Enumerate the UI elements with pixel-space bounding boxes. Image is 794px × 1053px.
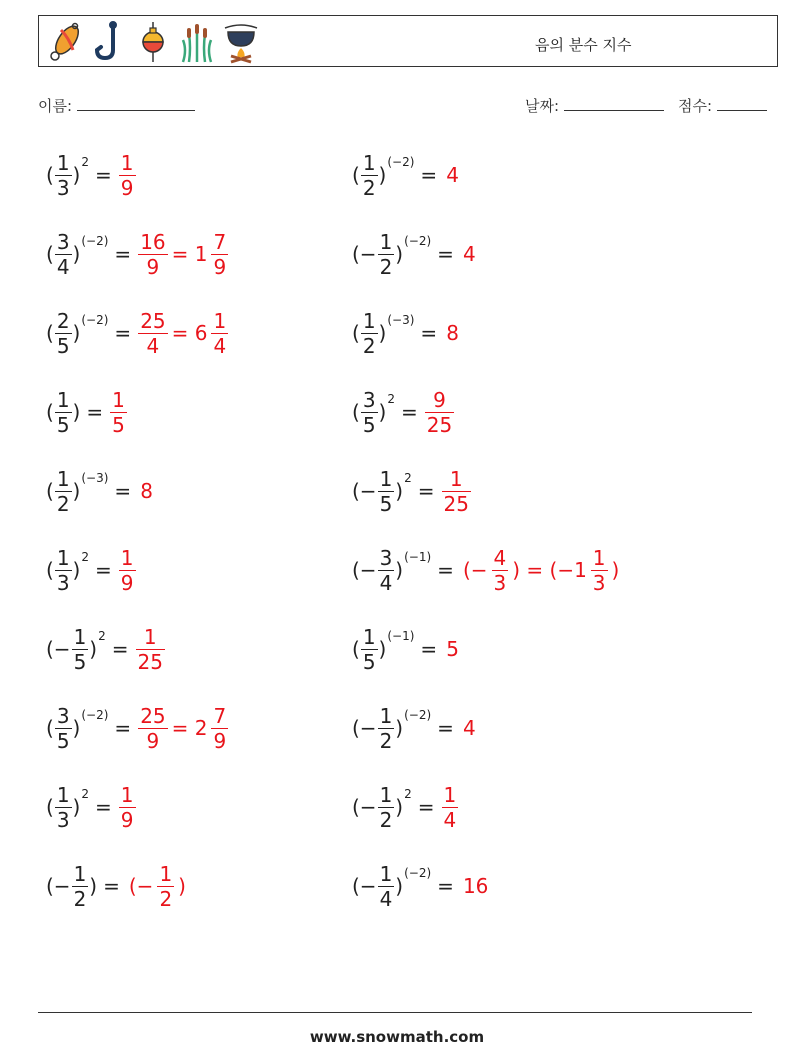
numerator: 1 [56, 387, 70, 412]
denominator: 2 [379, 254, 393, 279]
numerator: 16 [140, 229, 166, 254]
numerator: 1 [120, 782, 134, 807]
numerator: 1 [213, 308, 227, 333]
denominator: 5 [56, 412, 70, 437]
close-paren: ) [395, 874, 404, 898]
answer-fraction [136, 625, 165, 674]
exponent: (−2) [404, 708, 432, 722]
denominator: 5 [362, 412, 376, 437]
base-fraction [361, 625, 378, 674]
answer [441, 783, 460, 832]
numerator: 1 [159, 861, 173, 886]
numerator: 1 [379, 861, 393, 886]
numerator: 1 [120, 150, 134, 175]
answer [135, 625, 166, 674]
numerator: 1 [379, 782, 393, 807]
answer [137, 309, 229, 358]
equals-sign: = [95, 558, 112, 582]
problem-item [46, 856, 189, 916]
denominator: 25 [137, 649, 163, 674]
problem-item [46, 698, 229, 758]
open-paren: ( [352, 400, 360, 424]
base-fraction [378, 546, 395, 595]
denominator: 2 [362, 175, 376, 200]
base-fraction [55, 230, 72, 279]
denominator: 2 [379, 728, 393, 753]
answer [460, 242, 479, 266]
base-fraction [55, 151, 72, 200]
numerator: 1 [73, 861, 87, 886]
denominator: 2 [379, 807, 393, 832]
fishing-lure-icon [45, 20, 85, 64]
exponent: (−2) [81, 313, 109, 327]
numerator: 3 [379, 545, 393, 570]
problem-item [352, 856, 491, 916]
numerator: 3 [56, 229, 70, 254]
numerator: 4 [493, 545, 507, 570]
exponent: (−1) [387, 629, 415, 643]
denominator: 5 [56, 333, 70, 358]
answer-text: 8 [446, 321, 459, 345]
denominator: 9 [120, 570, 134, 595]
denominator: 3 [493, 570, 507, 595]
problem-item [352, 145, 462, 205]
numerator: 25 [140, 308, 166, 333]
equals-sign: = [114, 321, 132, 345]
close-paren: ) [72, 795, 81, 819]
equals-sign: = [437, 874, 454, 898]
answer-text: 16 [462, 874, 489, 898]
date-blank [564, 96, 664, 111]
fishing-hook-icon [89, 20, 129, 64]
answer-fraction [442, 467, 471, 516]
open-paren: ( [46, 479, 54, 503]
answer [441, 467, 472, 516]
worksheet-title: 음의 분수 지수 [535, 36, 632, 54]
close-paren: ) [378, 637, 387, 661]
answer-text: 5 [446, 637, 459, 661]
problem-item [46, 461, 156, 521]
answer [460, 716, 479, 740]
denominator: 5 [112, 412, 125, 437]
base-fraction [378, 467, 395, 516]
equals-sign: = [111, 637, 129, 661]
numerator: 1 [379, 466, 393, 491]
denominator: 3 [56, 175, 70, 200]
base-fraction [55, 704, 72, 753]
exponent: 2 [81, 550, 89, 564]
denominator: 9 [146, 728, 160, 753]
problem-item [352, 698, 479, 758]
numerator: 1 [112, 387, 125, 412]
exponent: (−3) [387, 313, 415, 327]
answer-text: 4 [462, 716, 476, 740]
answer [118, 546, 137, 595]
base-fraction [361, 309, 378, 358]
numerator: 1 [443, 782, 457, 807]
open-paren: ( [46, 321, 54, 345]
answer-fraction [211, 309, 228, 358]
close-paren: ) [72, 716, 81, 740]
denominator: 25 [426, 412, 453, 437]
name-blank [77, 96, 195, 111]
answer-fraction [157, 862, 174, 911]
denominator: 4 [379, 886, 393, 911]
denominator: 5 [362, 649, 376, 674]
close-paren: ) [72, 242, 81, 266]
equals-sign: = [420, 321, 438, 345]
answer [424, 388, 455, 437]
exponent: 2 [81, 787, 89, 801]
numerator: 1 [56, 150, 70, 175]
problem-item [46, 224, 229, 284]
open-paren: (− [352, 874, 377, 898]
numerator: 3 [56, 703, 70, 728]
answer-fraction [119, 151, 136, 200]
exponent: (−1) [404, 550, 432, 564]
numerator: 1 [56, 782, 70, 807]
score-field [678, 95, 767, 116]
numerator: 1 [143, 624, 157, 649]
fishing-bobber-icon [133, 20, 173, 64]
numerator: 1 [449, 466, 463, 491]
exponent: 2 [387, 392, 395, 406]
close-paren: ) [395, 558, 404, 582]
answer-fraction [211, 704, 228, 753]
date-field [525, 95, 664, 116]
denominator: 4 [56, 254, 70, 279]
answer [443, 321, 462, 345]
numerator: 9 [433, 387, 446, 412]
answer [460, 874, 491, 898]
equals-sign: = [401, 400, 418, 424]
problem-item [352, 303, 462, 363]
open-paren: ( [46, 716, 54, 740]
close-paren: ) [72, 558, 81, 582]
numerator: 25 [140, 703, 166, 728]
answer-text: ) = (−1 [512, 558, 587, 582]
problem-item [352, 540, 622, 600]
answer-fraction [442, 783, 459, 832]
answer [443, 163, 462, 187]
answer [137, 479, 156, 503]
denominator: 4 [146, 333, 160, 358]
problem-item [46, 382, 128, 442]
open-paren: ( [46, 558, 54, 582]
denominator: 9 [213, 728, 227, 753]
exponent: 2 [98, 629, 106, 643]
answer-text: ) [611, 558, 620, 582]
problem-item [46, 619, 166, 679]
answer-fraction [119, 783, 136, 832]
close-paren: ) [72, 479, 81, 503]
answer [126, 862, 189, 911]
worksheet-header [38, 15, 778, 67]
close-paren: ) [395, 242, 404, 266]
open-paren: ( [46, 163, 54, 187]
answer-fraction [138, 230, 167, 279]
denominator: 3 [592, 570, 606, 595]
open-paren: (− [352, 716, 377, 740]
equals-sign: = [95, 795, 112, 819]
footer-url: www.snowmath.com [309, 1028, 485, 1046]
numerator: 2 [56, 308, 70, 333]
denominator: 5 [56, 728, 70, 753]
denominator: 4 [213, 333, 227, 358]
base-fraction [378, 783, 395, 832]
base-fraction [361, 388, 378, 437]
open-paren: ( [46, 242, 54, 266]
numerator: 1 [362, 624, 376, 649]
answer-text: 4 [446, 163, 459, 187]
numerator: 1 [56, 466, 70, 491]
problem-item [352, 382, 455, 442]
close-paren: ) [72, 400, 81, 424]
open-paren: ( [46, 400, 54, 424]
problem-item [46, 777, 137, 837]
open-paren: (− [352, 242, 377, 266]
equals-sign: = [437, 558, 454, 582]
exponent: (−2) [404, 234, 432, 248]
open-paren: (− [46, 637, 71, 661]
close-paren: ) [395, 795, 404, 819]
answer-fraction [138, 309, 167, 358]
problem-item [352, 461, 472, 521]
close-paren: ) [89, 874, 98, 898]
open-paren: ( [352, 163, 360, 187]
equals-sign: = [420, 637, 438, 661]
denominator: 4 [443, 807, 457, 832]
answer-text: = 2 [171, 716, 208, 740]
footer-divider [38, 1012, 752, 1013]
numerator: 7 [213, 703, 227, 728]
equals-sign: = [437, 242, 454, 266]
answer [118, 151, 137, 200]
answer [137, 230, 229, 279]
numerator: 1 [120, 545, 134, 570]
base-fraction [55, 546, 72, 595]
answer-fraction [425, 388, 454, 437]
answer-fraction [110, 388, 127, 437]
base-fraction [55, 388, 72, 437]
equals-sign: = [95, 163, 112, 187]
exponent: (−3) [81, 471, 109, 485]
problem-item [352, 224, 479, 284]
open-paren: (− [352, 558, 377, 582]
exponent: (−2) [387, 155, 415, 169]
open-paren: ( [352, 637, 360, 661]
answer [137, 704, 229, 753]
equals-sign: = [417, 795, 435, 819]
close-paren: ) [395, 479, 404, 503]
close-paren: ) [378, 321, 387, 345]
equals-sign: = [114, 479, 132, 503]
denominator: 2 [73, 886, 87, 911]
date-label: 날짜: [525, 97, 560, 115]
equals-sign: = [437, 716, 454, 740]
score-label: 점수: [678, 97, 713, 115]
open-paren: ( [352, 321, 360, 345]
denominator: 9 [146, 254, 160, 279]
denominator: 2 [56, 491, 70, 516]
numerator: 1 [56, 545, 70, 570]
answer-text: (− [462, 558, 488, 582]
problem-item [46, 540, 137, 600]
numerator: 1 [379, 703, 393, 728]
numerator: 1 [592, 545, 606, 570]
problem-item [46, 145, 137, 205]
base-fraction [378, 230, 395, 279]
denominator: 5 [379, 491, 393, 516]
score-blank [717, 96, 767, 111]
equals-sign: = [114, 716, 132, 740]
base-fraction [55, 783, 72, 832]
denominator: 9 [120, 807, 134, 832]
name-label: 이름: [38, 97, 73, 115]
answer-text: 8 [140, 479, 153, 503]
base-fraction [72, 862, 89, 911]
exponent: (−2) [404, 866, 432, 880]
answer-fraction [119, 546, 136, 595]
close-paren: ) [72, 321, 81, 345]
close-paren: ) [72, 163, 81, 187]
answer-text: (− [128, 874, 154, 898]
exponent: 2 [404, 787, 412, 801]
problem-item [46, 303, 229, 363]
reeds-icon [177, 20, 217, 64]
answer-fraction [138, 704, 167, 753]
base-fraction [55, 467, 72, 516]
answer [460, 546, 622, 595]
denominator: 5 [73, 649, 87, 674]
campfire-pot-icon [221, 20, 261, 64]
answer [109, 388, 128, 437]
numerator: 1 [379, 229, 393, 254]
denominator: 25 [443, 491, 469, 516]
close-paren: ) [395, 716, 404, 740]
denominator: 9 [213, 254, 227, 279]
answer-text: = 1 [171, 242, 208, 266]
answer [118, 783, 137, 832]
base-fraction [361, 151, 378, 200]
equals-sign: = [86, 400, 104, 424]
answer-fraction [591, 546, 608, 595]
base-fraction [378, 704, 395, 753]
numerator: 1 [362, 150, 376, 175]
answer-text: ) [178, 874, 186, 898]
equals-sign: = [417, 479, 435, 503]
equals-sign: = [420, 163, 438, 187]
answer-text: = 6 [171, 321, 208, 345]
numerator: 1 [362, 308, 376, 333]
denominator: 2 [362, 333, 376, 358]
numerator: 3 [362, 387, 376, 412]
open-paren: (− [352, 479, 377, 503]
open-paren: (− [46, 874, 71, 898]
equals-sign: = [114, 242, 132, 266]
equals-sign: = [103, 874, 120, 898]
exponent: (−2) [81, 234, 109, 248]
problem-item [352, 619, 462, 679]
base-fraction [72, 625, 89, 674]
answer [443, 637, 462, 661]
numerator: 1 [73, 624, 87, 649]
answer-fraction [211, 230, 228, 279]
header-icons [45, 20, 261, 64]
problem-item [352, 777, 459, 837]
answer-text: 4 [462, 242, 476, 266]
answer-fraction [492, 546, 509, 595]
open-paren: ( [46, 795, 54, 819]
open-paren: (− [352, 795, 377, 819]
exponent: (−2) [81, 708, 109, 722]
close-paren: ) [89, 637, 98, 661]
denominator: 3 [56, 807, 70, 832]
denominator: 2 [159, 886, 173, 911]
base-fraction [55, 309, 72, 358]
name-field [38, 95, 195, 116]
denominator: 9 [120, 175, 134, 200]
exponent: 2 [404, 471, 412, 485]
close-paren: ) [378, 400, 387, 424]
close-paren: ) [378, 163, 387, 187]
exponent: 2 [81, 155, 89, 169]
numerator: 7 [213, 229, 227, 254]
denominator: 4 [379, 570, 393, 595]
denominator: 3 [56, 570, 70, 595]
base-fraction [378, 862, 395, 911]
